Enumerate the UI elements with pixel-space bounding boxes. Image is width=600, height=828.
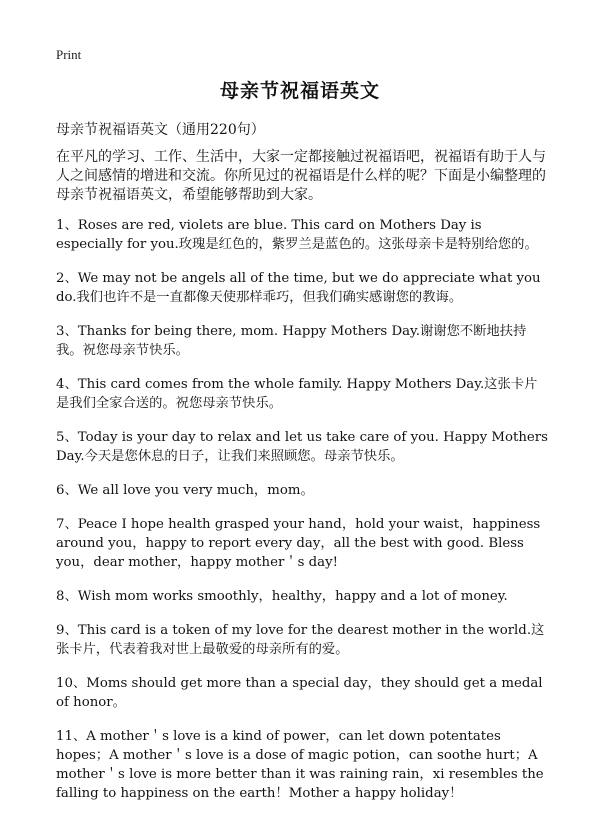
list-item: 4、This card comes from the whole family. Happy Mothers Day.这张卡片是我们全家合送的。祝您母亲节快乐。 xyxy=(56,377,538,411)
list-item: 2、We may not be angels all of the time, but we do appreciate what you do.我们也许不是一直都像天使那样乖巧，但我们确实感谢您的教诲。 xyxy=(56,271,541,305)
list-item: 1、Roses are red, violets are blue. This card on Mothers Day is especially for you.玫瑰是红色的，紫罗兰是蓝色的。这张母亲卡是特别给您的。 xyxy=(56,218,538,252)
list-item: 7、Peace I hope health grasped your hand，hold your waist，happiness around you，happy to report every day，all the best with good. Bless you，dear mother，happy mother＇s day! xyxy=(56,517,541,570)
list-item: 8、Wish mom works smoothly，healthy，happy and a lot of money. xyxy=(56,589,508,604)
list-item: 10、Moms should get more than a special day，they should get a medal of honor。 xyxy=(56,676,543,710)
list-item: 3、Thanks for being there, mom. Happy Mothers Day.谢谢您不断地扶持我。祝您母亲节快乐。 xyxy=(56,324,527,358)
subtitle: 母亲节祝福语英文（通用220句） xyxy=(56,122,265,138)
list-item: 9、This card is a token of my love for the dearest mother in the world.这张卡片，代表着我对世上最敬爱的母亲所有的爱。 xyxy=(56,623,545,657)
intro-paragraph: 在平凡的学习、工作、生活中，大家一定都接触过祝福语吧，祝福语有助于人与人之间感情的增进和交流。你所见过的祝福语是什么样的呢？下面是小编整理的母亲节祝福语英文，希望能够帮助到大家。 xyxy=(56,149,546,203)
list-item: 5、Today is your day to relax and let us take care of you. Happy Mothers Day.今天是您休息的日子，让我们来照顾您。母亲节快乐。 xyxy=(56,430,548,464)
greetings-list xyxy=(56,216,550,818)
print-link[interactable]: Print xyxy=(56,47,82,62)
page-title: 母亲节祝福语英文 xyxy=(219,80,380,102)
list-item: 11、A mother＇s love is a kind of power，can let down potentates hopes；A mother＇s love is a dose of magic potion，can soothe hurt；A mother＇s love is more better than it was raining rain，xi resembles the falling to happiness on the earth！Mother a happy holiday！ xyxy=(56,729,544,801)
list-item: 6、We all love you very much，mom。 xyxy=(56,483,314,498)
